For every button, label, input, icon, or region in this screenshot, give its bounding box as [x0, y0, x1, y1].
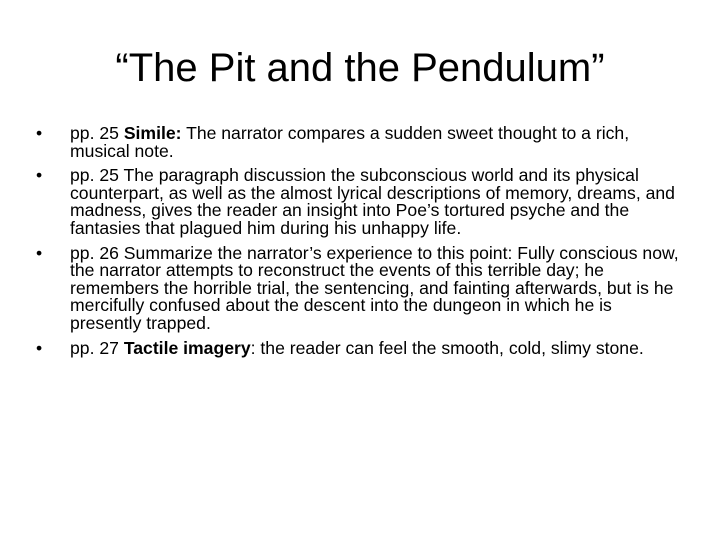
bullet-item-tactile	[36, 337, 686, 358]
bullet-text: pp. 26 Summarize the narrator’s experience to this point: Fully conscious now, the narrator attempts to reconstruct the events of this terrible day; he remembers the horrible trial, the sentencing, and fainting afterwards, but is he mercifully confused about the descent into the dungeon in which he is presently trapped.	[70, 242, 679, 333]
bullet-term: Tactile imagery	[123, 337, 251, 358]
bullet-marker: •	[36, 123, 43, 143]
bullet-text: pp. 25 The paragraph discussion the subconscious world and its physical counterpart, as well as the almost lyrical descriptions of memory, dreams, and madness, gives the reader an insight into Poe’s tortured psyche and the fantasies that plagued him during his unhappy life.	[70, 165, 675, 238]
bullet-prefix: pp. 27	[70, 337, 124, 358]
bullet-item-simile	[36, 125, 686, 160]
bullet-item-summary	[36, 242, 686, 333]
bullet-text: : the reader can feel the smooth, cold, slimy stone.	[250, 337, 644, 358]
bullet-marker: •	[36, 337, 43, 358]
slide-title: “The Pit and the Pendulum”	[115, 46, 605, 90]
bullet-text: The narrator compares a sudden sweet thought to a rich, musical note.	[70, 123, 630, 161]
bullet-marker: •	[36, 165, 43, 186]
bullet-term: Simile:	[123, 123, 182, 143]
bullet-item-subconscious	[36, 167, 686, 237]
bullet-prefix: pp. 25	[70, 123, 124, 143]
bullet-marker: •	[36, 242, 43, 263]
bullet-list	[36, 125, 686, 364]
